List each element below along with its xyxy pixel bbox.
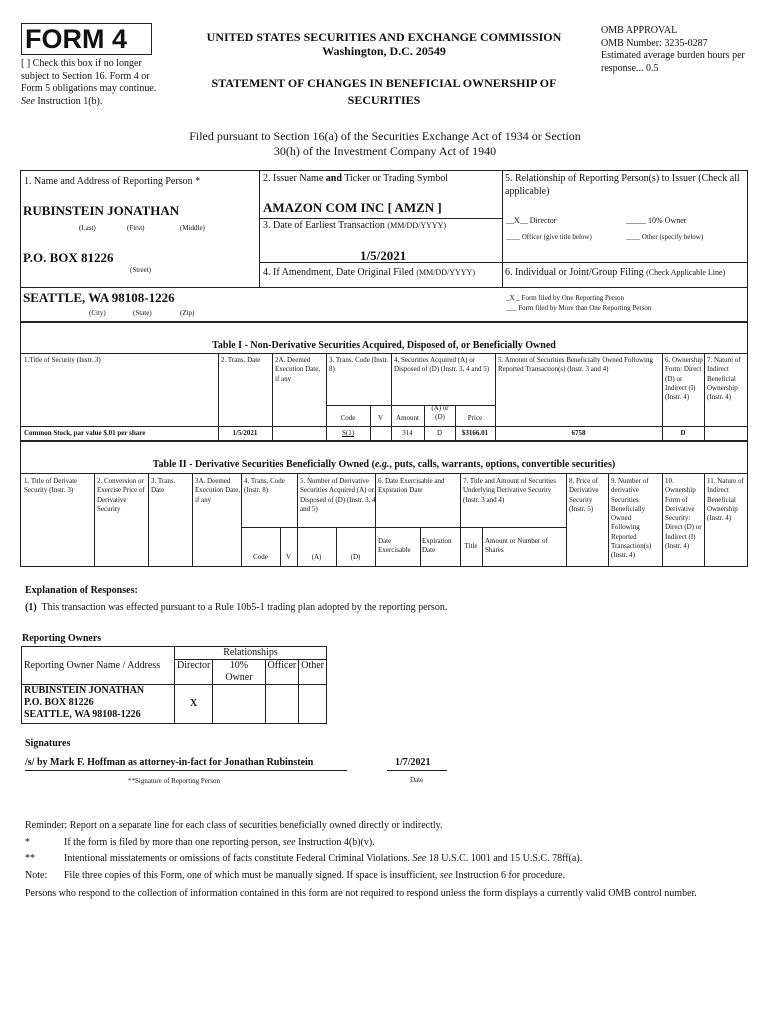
reporting-owners-heading: Reporting Owners	[22, 633, 102, 644]
form-title: FORM 4	[25, 24, 128, 54]
omb-approval: OMB APPROVAL OMB Number: 3235-0287 Estimated average burden hours per response... 0.5	[601, 25, 745, 74]
transaction-date: 1/5/2021	[232, 429, 258, 437]
agency-name: UNITED STATES SECURITIES AND EXCHANGE COMMISSION Washington, D.C. 20549	[206, 30, 562, 58]
ownership-form: D	[680, 429, 686, 437]
ten-percent-owner-checkbox[interactable]: _____ 10% Owner	[626, 216, 687, 225]
reporting-person-city[interactable]: SEATTLE, WA 98108-1226	[23, 290, 175, 305]
reporting-person-street[interactable]: P.O. BOX 81226	[23, 250, 114, 265]
box5-label: 5. Relationship of Reporting Person(s) to Issuer (Check all applicable)	[505, 173, 740, 197]
issuer-name-ticker[interactable]: AMAZON COM INC [ AMZN ]	[263, 200, 442, 215]
table-2-title: Table II - Derivative Securities Beneficially Owned (e.g., puts, calls, warrants, options, convertible securities)	[152, 459, 616, 470]
director-checkbox[interactable]: __X__ Director	[506, 216, 557, 225]
box4-label: 4. If Amendment, Date Original Filed (MM/DD/YYYY)	[263, 267, 475, 278]
filed-by-one-person[interactable]: _X _ Form filed by One Reporting Person	[506, 294, 625, 302]
check-box-note[interactable]: [ ] Check this box if no longer subject to Section 16. Form 4 or Form 5 obligations may continue. See Instruction 1(b).	[21, 58, 157, 107]
box1-label: 1. Name and Address of Reporting Person *	[24, 176, 201, 187]
acquired-disposed: D	[436, 429, 443, 437]
earliest-transaction-date[interactable]: 1/5/2021	[360, 248, 407, 263]
table-1-title: Table I - Non-Derivative Securities Acquired, Disposed of, or Beneficially Owned	[212, 340, 556, 351]
box6-label: 6. Individual or Joint/Group Filing (Check Applicable Line)	[505, 267, 726, 278]
reporting-owners-table: Reporting Owner Name / Address Relationships Director 10% Owner Officer Other RUBINSTEIN JONATHAN P.O. BOX 81226 SEATTLE, WA 98108-1226 X	[21, 646, 327, 724]
reminder: Reminder: Report on a separate line for each class of securities beneficially owned directly or indirectly.	[25, 820, 443, 831]
signatures-heading: Signatures	[25, 738, 71, 749]
officer-checkbox[interactable]: ____ Officer (give title below)	[506, 233, 592, 241]
table-row: RUBINSTEIN JONATHAN P.O. BOX 81226 SEATTLE, WA 98108-1226 X	[22, 685, 327, 724]
signature-date: 1/7/2021	[395, 757, 431, 768]
explanation-heading: Explanation of Responses:	[25, 585, 138, 596]
box2-label: 2. Issuer Name and Ticker or Trading Symbol	[263, 173, 449, 184]
amount-owned: 6758	[571, 429, 586, 437]
transaction-amount: 314	[402, 429, 413, 437]
footnote-1: (1) This transaction was effected pursuant to a Rule 10b5-1 trading plan adopted by the reporting person.	[25, 602, 448, 613]
statement-title: STATEMENT OF CHANGES IN BENEFICIAL OWNERSHIP OF SECURITIES	[211, 76, 557, 107]
filed-pursuant: Filed pursuant to Section 16(a) of the Securities Exchange Act of 1934 or Section 30(h) of the Investment Company Act of 1940	[189, 129, 581, 158]
filed-by-multiple-persons[interactable]: ___ Form filed by More than One Reporting Person	[506, 304, 652, 312]
persons-notice: Persons who respond to the collection of information contained in this form are not required to respond unless the form displays a currently valid OMB control number.	[25, 888, 697, 899]
transaction-code[interactable]: S(1)	[341, 429, 355, 437]
security-title: Common Stock, par value $.01 per share	[24, 429, 146, 437]
box3-label: 3. Date of Earliest Transaction (MM/DD/YYYY)	[263, 220, 447, 231]
other-checkbox[interactable]: ____ Other (specify below)	[626, 233, 704, 241]
transaction-price: $3166.01	[461, 429, 489, 437]
signer: /s/ by Mark F. Hoffman as attorney-in-fact for Jonathan Rubinstein	[25, 757, 314, 768]
reporting-person-name[interactable]: RUBINSTEIN JONATHAN	[23, 203, 180, 218]
